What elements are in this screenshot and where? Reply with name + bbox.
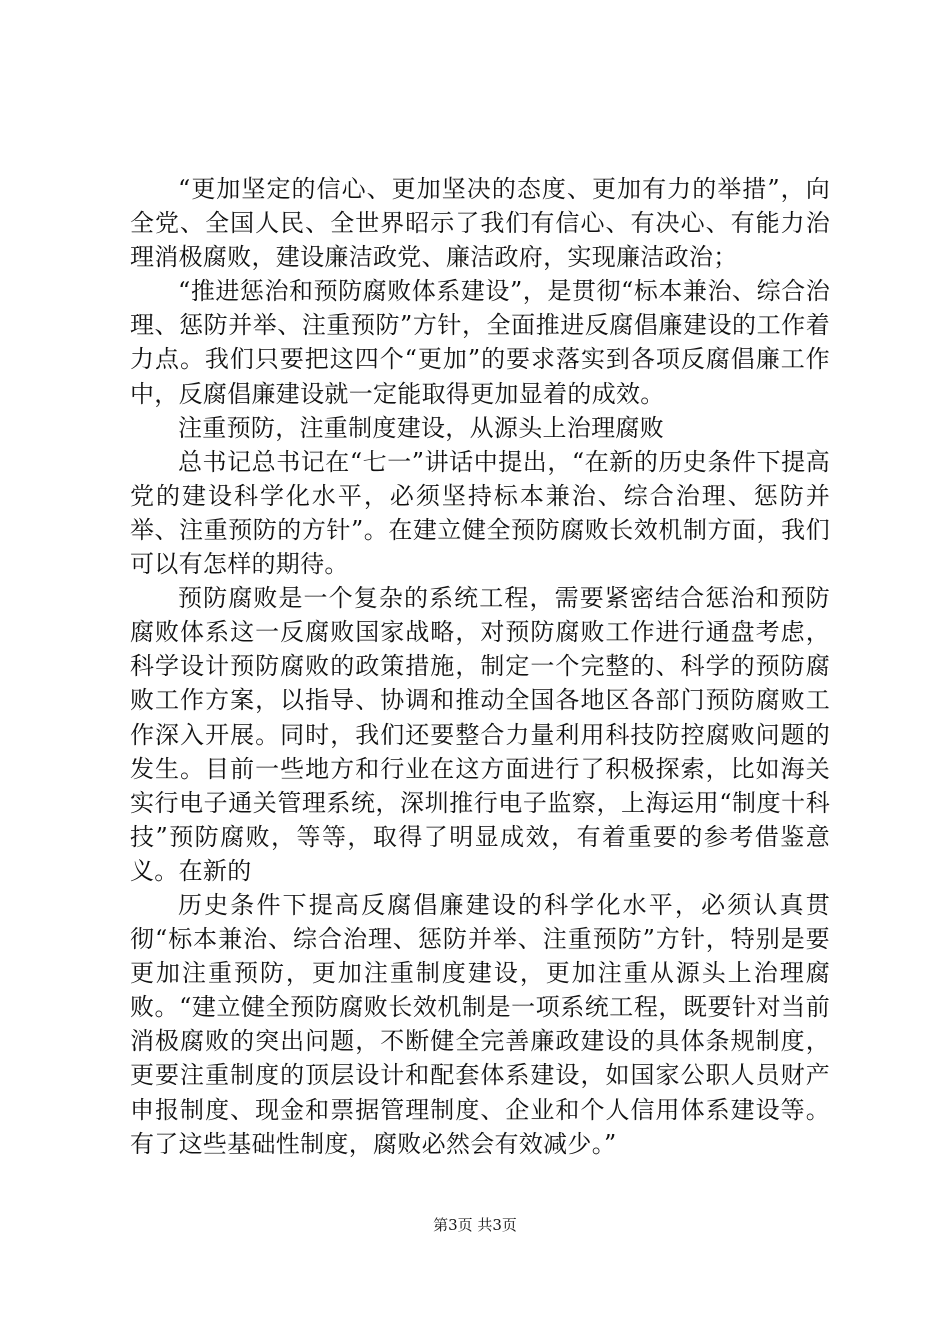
paragraph-1: “更加坚定的信心、更加坚决的态度、更加有力的举措”，向全党、全国人民、全世界昭示了我们有信心、有决心、有能力治理消极腐败，建设廉洁政党、廉洁政府，实现廉洁政治；	[130, 175, 830, 272]
paragraph-4: 预防腐败是一个复杂的系统工程，需要紧密结合惩治和预防腐败体系这一反腐败国家战略，对预防腐败工作进行通盘考虑，科学设计预防腐败的政策措施，制定一个完整的、科学的预防腐败工作方案，以指导、协调和推动全国各地区各部门预防腐败工作深入开展。同时，我们还要整合力量利用科技防控腐败问题的发生。目前一些地方和行业在这方面进行了积极探索，比如海关实行电子通关管理系统，深圳推行电子监察，上海运用“制度十科技”预防腐败，等等，取得了明显成效，有着重要的参考借鉴意义。在新的	[130, 584, 830, 885]
paragraph-5: 历史条件下提高反腐倡廉建设的科学化水平，必须认真贯彻“标本兼治、综合治理、惩防并举、注重预防”方针，特别是要更加注重预防，更加注重制度建设，更加注重从源头上治理腐败。“建立健全预防腐败长效机制是一项系统工程，既要针对当前消极腐败的突出问题，不断健全完善廉政建设的具体条规制度，更要注重制度的顶层设计和配套体系建设，如国家公职人员财产申报制度、现金和票据管理制度、企业和个人信用体系建设等。有了这些基础性制度，腐败必然会有效减少。”	[130, 890, 830, 1158]
paragraph-3: 总书记总书记在“七一”讲话中提出，“在新的历史条件下提高党的建设科学化水平，必须坚持标本兼治、综合治理、惩防并举、注重预防的方针”。在建立健全预防腐败长效机制方面，我们可以有怎样的期待。	[130, 447, 830, 579]
paragraph-2: “推进惩治和预防腐败体系建设”，是贯彻“标本兼治、综合治理、惩防并举、注重预防”方针，全面推进反腐倡廉建设的工作着力点。我们只要把这四个“更加”的要求落实到各项反腐倡廉工作中，反腐倡廉建设就一定能取得更加显着的成效。	[130, 277, 830, 408]
section-heading: 注重预防，注重制度建设，从源头上治理腐败	[178, 413, 664, 442]
page-number-footer: 第3页 共3页	[433, 1216, 517, 1234]
document-body	[130, 172, 830, 1161]
